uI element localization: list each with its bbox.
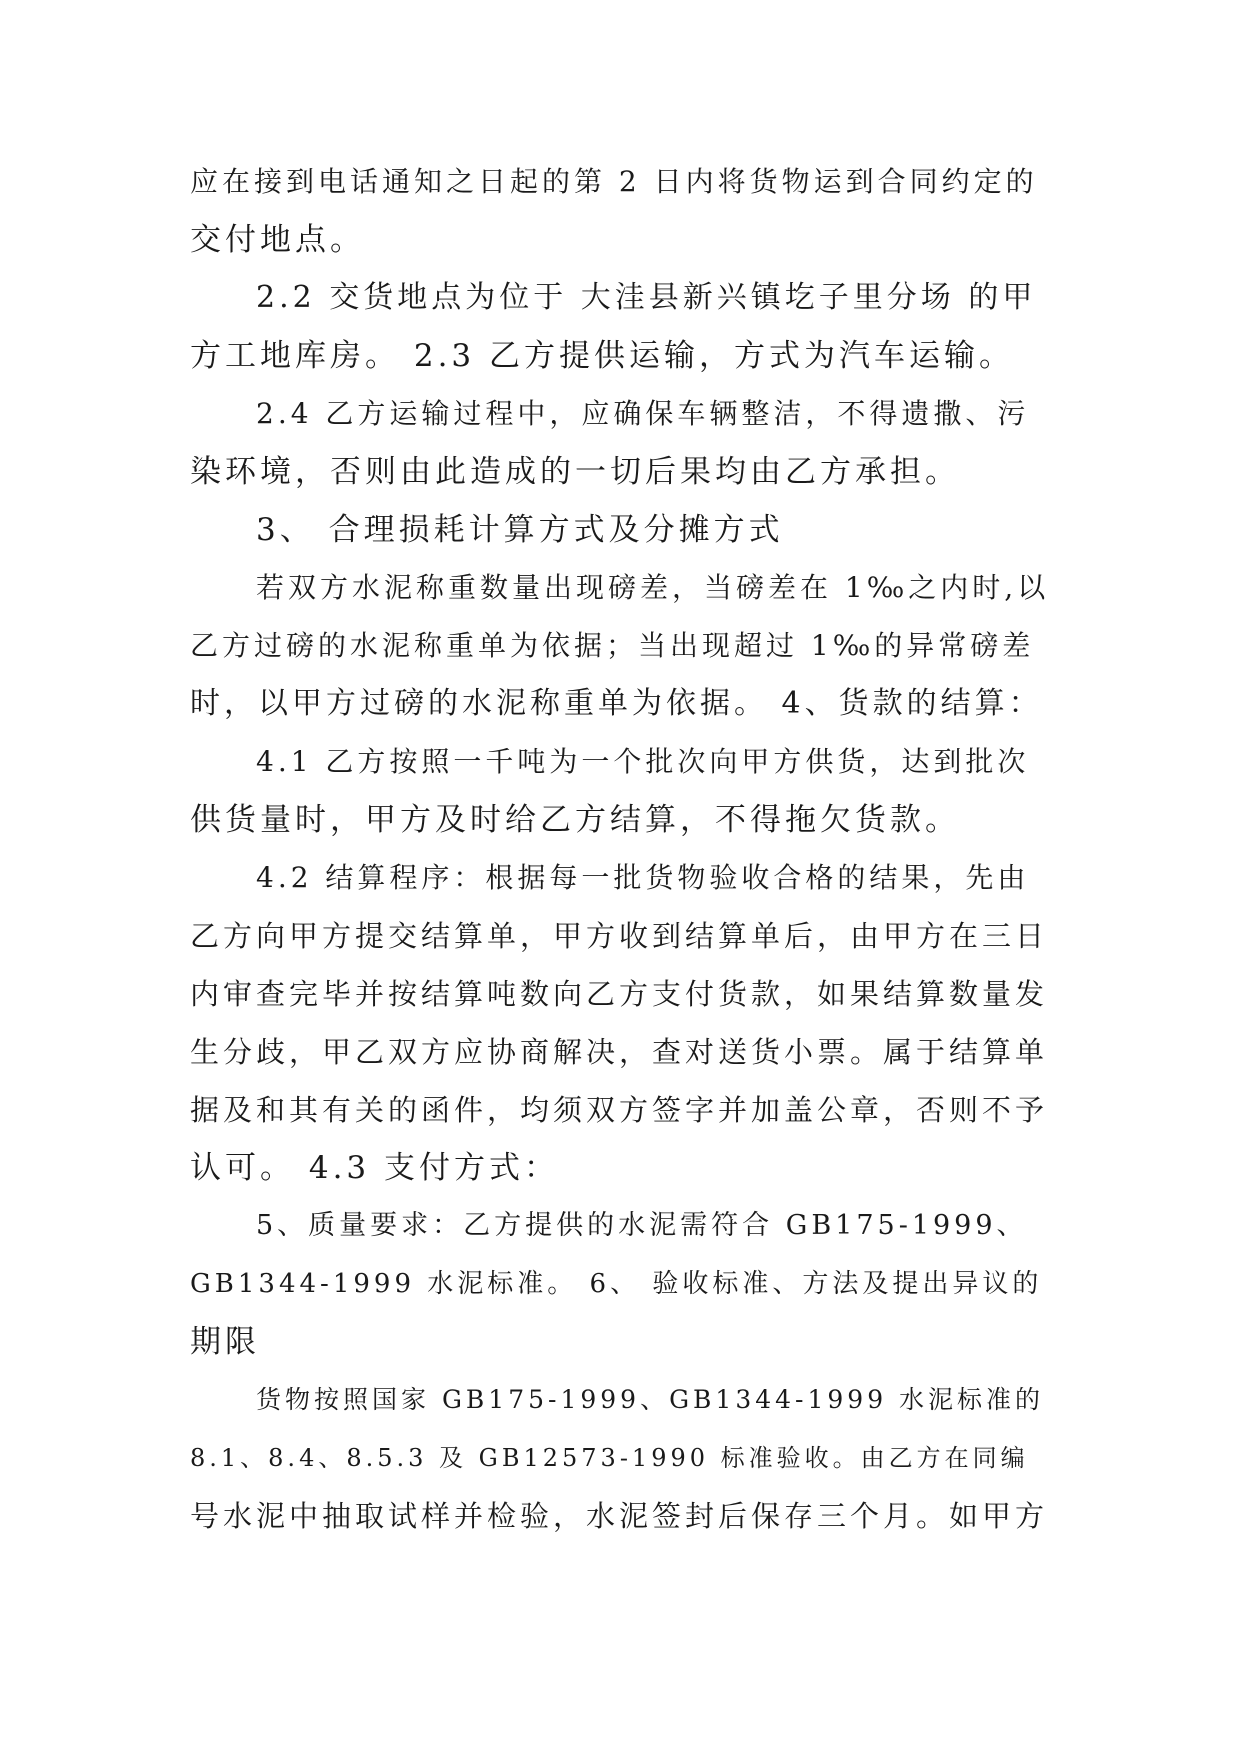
text-line: 时，以甲方过磅的水泥称重单为依据。 4、货款的结算：: [190, 686, 1043, 721]
text-line: 期限: [190, 1324, 260, 1360]
document-body: [190, 153, 1050, 1545]
text-line: 4.1 乙方按照一千吨为一个批次向甲方供货，达到批次: [256, 745, 1030, 778]
text-line: 乙方向甲方提交结算单，甲方收到结算单后，由甲方在三日: [190, 919, 1049, 953]
text-line: 应在接到电话通知之日起的第 2 日内将货物运到合同约定的: [190, 165, 1038, 198]
text-line: 生分歧，甲乙双方应协商解决，查对送货小票。属于结算单: [190, 1035, 1049, 1069]
text-line: 染环境，否则由此造成的一切后果均由乙方承担。: [190, 454, 960, 490]
text-line: 交付地点。: [190, 222, 365, 258]
text-line: GB1344-1999 水泥标准。 6、 验收标准、方法及提出异议的: [190, 1269, 1043, 1299]
text-line: 乙方过磅的水泥称重单为依据；当出现超过 1‰的异常磅差: [190, 629, 1035, 662]
text-line: 方工地库房。 2.3 乙方提供运输，方式为汽车运输。: [190, 338, 1015, 374]
text-line: 货物按照国家 GB175-1999、GB1344-1999 水泥标准的: [256, 1385, 1045, 1414]
text-line: 供货量时，甲方及时给乙方结算，不得拖欠货款。: [190, 802, 960, 838]
text-line: 号水泥中抽取试样并检验，水泥签封后保存三个月。如甲方: [190, 1499, 1049, 1533]
text-line: 据及和其有关的函件，均须双方签字并加盖公章，否则不予: [190, 1093, 1049, 1127]
text-line: 5、质量要求：乙方提供的水泥需符合 GB175-1999、: [256, 1210, 1028, 1241]
section-heading: 3、 合理损耗计算方式及分摊方式: [256, 512, 784, 548]
text-line: 内审查完毕并按结算吨数向乙方支付货款，如果结算数量发: [190, 977, 1049, 1011]
text-line: 2.2 交货地点为位于 大洼县新兴镇圪子里分场 的甲: [256, 280, 1037, 315]
text-line: 认可。 4.3 支付方式：: [190, 1150, 560, 1186]
text-line: 4.2 结算程序：根据每一批货物验收合格的结果，先由: [256, 861, 1030, 894]
text-line: 8.1、8.4、8.5.3 及 GB12573-1990 标准验收。由乙方在同编: [190, 1444, 1029, 1472]
text-line: 2.4 乙方运输过程中，应确保车辆整洁，不得遗撒、污: [256, 397, 1030, 430]
text-line: 若双方水泥称重数量出现磅差，当磅差在 1‰之内时,以: [256, 571, 1050, 604]
